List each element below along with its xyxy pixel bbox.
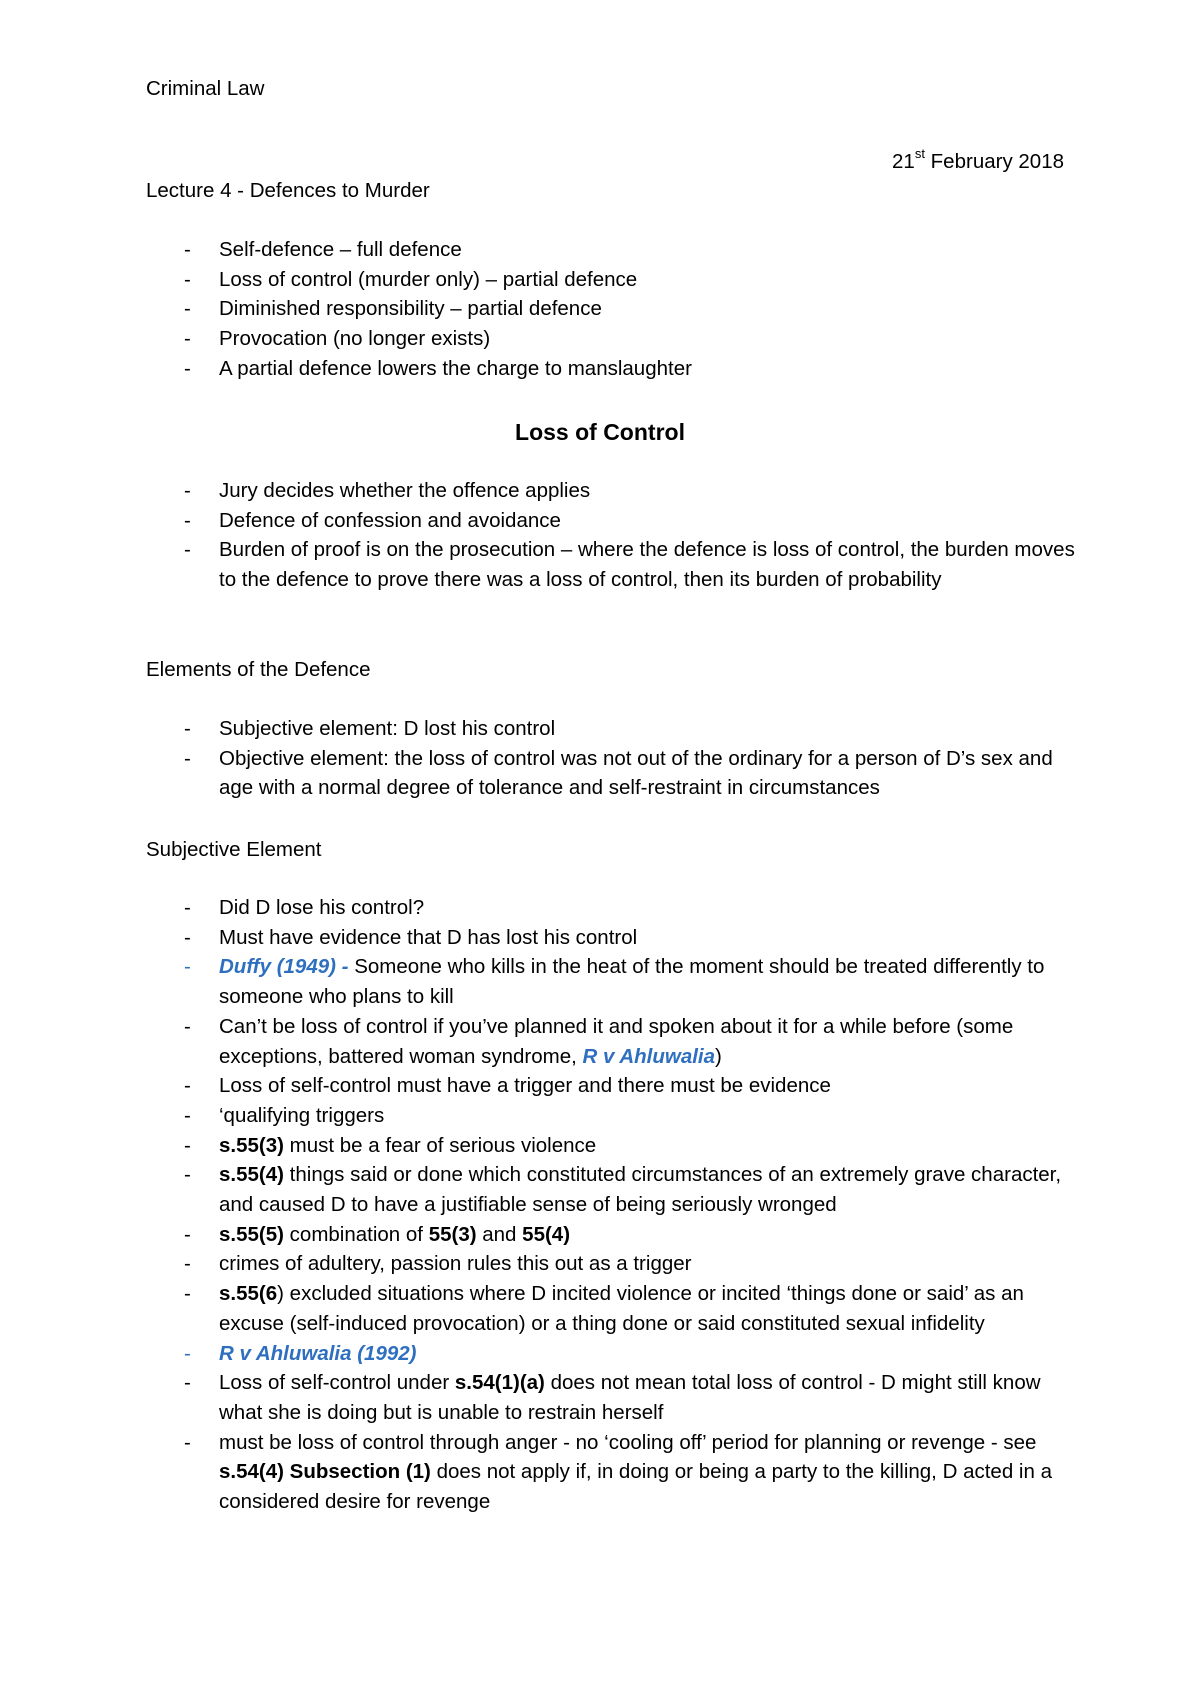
list-item-text: ) bbox=[715, 1044, 722, 1068]
list-item bbox=[146, 235, 1076, 265]
list-item bbox=[146, 1368, 1076, 1427]
list-item bbox=[146, 506, 1076, 536]
list-item bbox=[146, 1071, 1076, 1101]
list-item-text: does not mean total loss of control - D might still know what she is doing but is unable to restrain herself bbox=[219, 1371, 1041, 1424]
list-item-text: ) excluded situations where D incited violence or incited ‘things done or said’ as an excuse (self-induced provocation) or a thing done or said constituted sexual infidelity bbox=[219, 1282, 1024, 1335]
list-item bbox=[146, 1101, 1076, 1131]
bullet-dash: - bbox=[184, 1163, 191, 1187]
list-item-text: things said or done which constituted circumstances of an extremely grave character, and caused D to have a justifiable sense of being seriously wronged bbox=[219, 1163, 1062, 1217]
bullet-dash: - bbox=[184, 1222, 191, 1246]
list-item-text: Subjective element: D lost his control bbox=[219, 717, 556, 740]
list-item-text: must be a fear of serious violence bbox=[283, 1133, 597, 1157]
list-item-text: Loss of self-control must have a trigger and there must be evidence bbox=[219, 1074, 831, 1098]
bullet-dash: - bbox=[184, 1371, 191, 1395]
bullet-dash: - bbox=[184, 1282, 191, 1306]
bullet-dash: - bbox=[184, 925, 191, 949]
list-item bbox=[146, 1249, 1076, 1279]
list-item-text: Objective element: the loss of control was not out of the ordinary for a person of D’s sex and age with a normal degree of tolerance and self-restraint in circumstances bbox=[219, 746, 1053, 800]
list-item bbox=[146, 324, 1076, 354]
list-item bbox=[146, 1279, 1076, 1338]
bullet-dash: - bbox=[184, 356, 191, 380]
elements-list bbox=[146, 714, 1076, 803]
statute-ref: s.54(1)(a) bbox=[454, 1371, 545, 1395]
list-item bbox=[146, 1339, 1076, 1369]
list-item bbox=[146, 1012, 1076, 1071]
bullet-dash: - bbox=[184, 896, 191, 919]
list-item bbox=[146, 714, 1076, 744]
bullet-dash: - bbox=[184, 746, 191, 770]
list-item-text: A partial defence lowers the charge to manslaughter bbox=[219, 356, 692, 380]
statute-ref: s.54(4) Subsection (1) bbox=[219, 1460, 431, 1484]
list-item-text: Loss of self-control under bbox=[219, 1371, 455, 1395]
list-item-text: Jury decides whether the offence applies bbox=[219, 479, 591, 502]
list-item-text: Defence of confession and avoidance bbox=[219, 508, 561, 532]
bullet-dash: - bbox=[184, 1341, 191, 1365]
list-item bbox=[146, 476, 1076, 506]
statute-ref: s.55(3) bbox=[219, 1133, 284, 1157]
list-item bbox=[146, 1131, 1076, 1161]
loss-of-control-list bbox=[146, 476, 1076, 595]
list-item-text: must be loss of control through anger - no ‘cooling off’ period for planning or revenge - see bbox=[219, 1430, 1037, 1454]
date-suffix: st bbox=[914, 146, 925, 162]
subheading-subjective: Subjective Element bbox=[146, 838, 322, 861]
list-item bbox=[146, 1220, 1076, 1250]
bullet-dash: - bbox=[184, 238, 191, 261]
bullet-dash: - bbox=[184, 508, 191, 532]
lecture-title: Lecture 4 - Defences to Murder bbox=[146, 179, 430, 202]
course-title: Criminal Law bbox=[146, 77, 265, 100]
list-item-text: Diminished responsibility – partial defence bbox=[219, 297, 602, 321]
date-rest: February 2018 bbox=[924, 150, 1064, 173]
list-item bbox=[146, 535, 1076, 594]
list-item bbox=[146, 1160, 1076, 1219]
list-item-text: Can’t be loss of control if you’ve planned it and spoken about it for a while before (some exceptions, battered woman syndrome, bbox=[219, 1014, 1014, 1068]
bullet-dash: - bbox=[184, 1103, 191, 1127]
statute-ref: 55(4) bbox=[522, 1222, 571, 1246]
intro-list bbox=[146, 235, 1076, 384]
statute-ref: s.55(6 bbox=[219, 1282, 278, 1306]
list-item bbox=[146, 1428, 1076, 1517]
lecture-date bbox=[892, 147, 1064, 177]
list-item bbox=[146, 923, 1076, 953]
subjective-list bbox=[146, 893, 1076, 1517]
bullet-dash: - bbox=[184, 1014, 191, 1038]
bullet-dash: - bbox=[184, 1430, 191, 1454]
statute-ref: s.55(5) bbox=[219, 1222, 284, 1246]
list-item-text: Loss of control (murder only) – partial defence bbox=[219, 267, 638, 291]
list-item-text: ‘qualifying triggers bbox=[219, 1103, 385, 1127]
list-item bbox=[146, 893, 1076, 923]
bullet-dash: - bbox=[184, 327, 191, 351]
date-day: 21 bbox=[892, 150, 915, 173]
list-item-text: and bbox=[476, 1222, 523, 1246]
list-item-text: Burden of proof is on the prosecution – where the defence is loss of control, the burden moves to the defence to prove there was a loss of control, then its burden of probability bbox=[219, 538, 1075, 592]
list-item-text: does not apply if, in doing or being a party to the killing, D acted in a considered desire for revenge bbox=[219, 1460, 1052, 1514]
list-item-text: crimes of adultery, passion rules this out as a trigger bbox=[219, 1252, 692, 1276]
list-item bbox=[146, 744, 1076, 803]
case-citation: R v Ahluwalia (1992) bbox=[219, 1341, 417, 1365]
statute-ref: 55(3) bbox=[428, 1222, 477, 1246]
subheading-elements: Elements of the Defence bbox=[146, 658, 371, 681]
list-item-text: Must have evidence that D has lost his control bbox=[219, 925, 638, 949]
bullet-dash: - bbox=[184, 955, 191, 979]
list-item bbox=[146, 265, 1076, 295]
bullet-dash: - bbox=[184, 1252, 191, 1276]
bullet-dash: - bbox=[184, 297, 191, 321]
bullet-dash: - bbox=[184, 479, 191, 502]
bullet-dash: - bbox=[184, 717, 191, 740]
bullet-dash: - bbox=[184, 538, 191, 562]
statute-ref: s.55(4) bbox=[219, 1163, 284, 1187]
list-item-text: Self-defence – full defence bbox=[219, 238, 462, 261]
list-item bbox=[146, 354, 1076, 384]
bullet-dash: - bbox=[184, 1133, 191, 1157]
list-item-text: Did D lose his control? bbox=[219, 896, 425, 919]
section-heading-loss-of-control: Loss of Control bbox=[515, 419, 685, 445]
list-item-text: Provocation (no longer exists) bbox=[219, 327, 491, 351]
list-item bbox=[146, 294, 1076, 324]
list-item bbox=[146, 952, 1076, 1011]
bullet-dash: - bbox=[184, 1074, 191, 1098]
case-citation: R v Ahluwalia bbox=[582, 1044, 716, 1068]
bullet-dash: - bbox=[184, 267, 191, 291]
case-citation: Duffy (1949) - bbox=[219, 955, 349, 979]
list-item-text: combination of bbox=[283, 1222, 429, 1246]
list-item-text: Someone who kills in the heat of the moment should be treated differently to someone who plans to kill bbox=[219, 955, 1045, 1009]
